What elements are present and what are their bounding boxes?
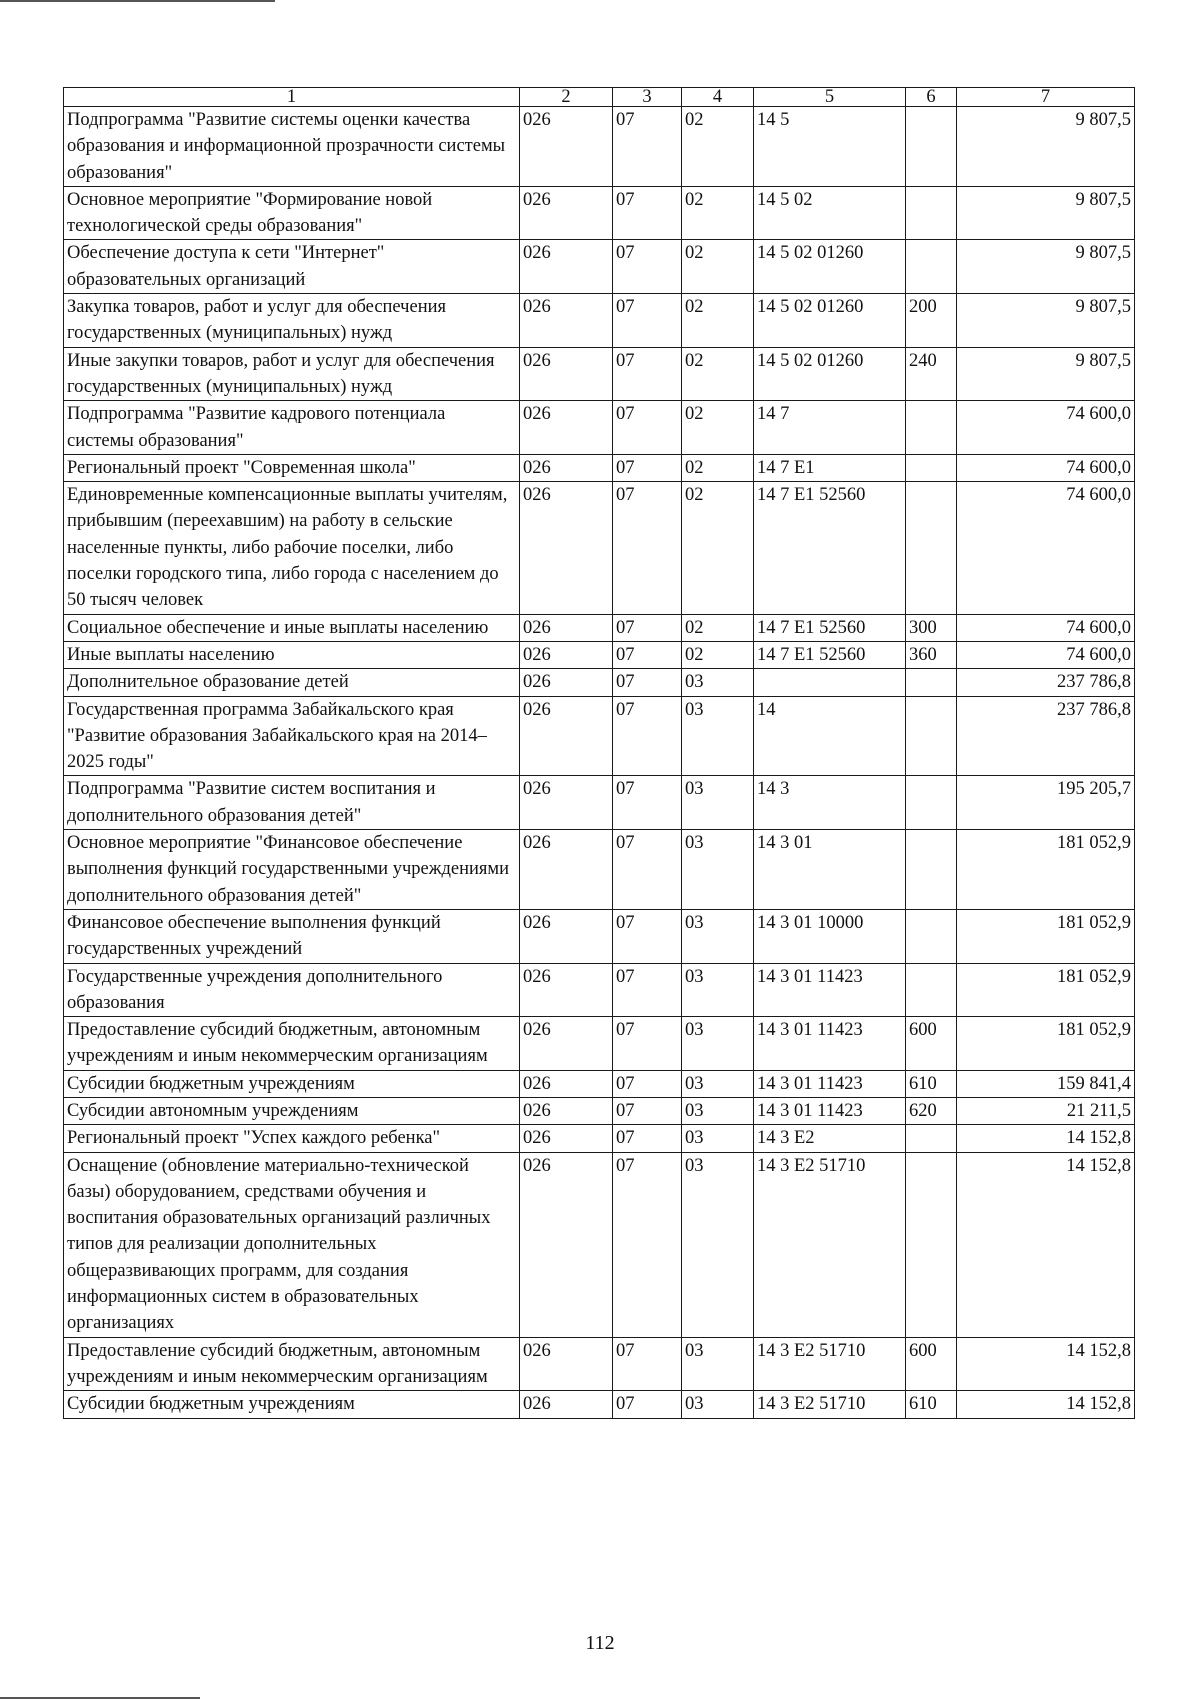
subsection-code-cell: 02 — [682, 347, 754, 401]
ministry-code-cell: 026 — [520, 1152, 613, 1337]
expense-type-cell — [906, 186, 957, 240]
expense-type-cell — [906, 1152, 957, 1337]
column-number: 7 — [957, 88, 1135, 107]
item-name-cell: Государственные учреждения дополнительного образования — [64, 963, 520, 1017]
amount-cell: 9 807,5 — [957, 186, 1135, 240]
page-number: 112 — [585, 1632, 615, 1654]
subsection-code-cell: 03 — [682, 1337, 754, 1391]
table-row — [64, 1337, 1135, 1391]
expense-type-cell: 200 — [906, 294, 957, 348]
table-row — [64, 830, 1135, 910]
subsection-code-cell: 02 — [682, 454, 754, 481]
section-code-cell: 07 — [613, 963, 682, 1017]
target-article-cell: 14 3 E2 51710 — [754, 1337, 906, 1391]
item-name-cell: Дополнительное образование детей — [64, 669, 520, 696]
table-row — [64, 401, 1135, 455]
target-article-cell: 14 3 01 10000 — [754, 909, 906, 963]
section-code-cell: 07 — [613, 614, 682, 641]
column-number: 2 — [520, 88, 613, 107]
target-article-cell: 14 — [754, 696, 906, 776]
amount-cell: 195 205,7 — [957, 776, 1135, 830]
expense-type-cell — [906, 107, 957, 187]
section-code-cell: 07 — [613, 1097, 682, 1124]
ministry-code-cell: 026 — [520, 401, 613, 455]
table-row — [64, 1391, 1135, 1418]
section-code-cell: 07 — [613, 1391, 682, 1418]
item-name-cell: Региональный проект "Успех каждого ребенка" — [64, 1125, 520, 1152]
subsection-code-cell: 02 — [682, 641, 754, 668]
amount-cell: 9 807,5 — [957, 347, 1135, 401]
subsection-code-cell: 02 — [682, 294, 754, 348]
item-name-cell: Подпрограмма "Развитие кадрового потенциала системы образования" — [64, 401, 520, 455]
target-article-cell: 14 5 — [754, 107, 906, 187]
expense-type-cell: 620 — [906, 1097, 957, 1124]
ministry-code-cell: 026 — [520, 1070, 613, 1097]
expense-type-cell — [906, 454, 957, 481]
item-name-cell: Подпрограмма "Развитие системы оценки качества образования и информационной прозрачности системы образования" — [64, 107, 520, 187]
section-code-cell: 07 — [613, 347, 682, 401]
subsection-code-cell: 02 — [682, 107, 754, 187]
section-code-cell: 07 — [613, 696, 682, 776]
expense-type-cell — [906, 909, 957, 963]
table-body — [64, 107, 1135, 1419]
table-row — [64, 1097, 1135, 1124]
ministry-code-cell: 026 — [520, 186, 613, 240]
target-article-cell: 14 7 E1 52560 — [754, 482, 906, 614]
table-row — [64, 963, 1135, 1017]
item-name-cell: Основное мероприятие "Финансовое обеспечение выполнения функций государственными учреждениями дополнительного образования детей" — [64, 830, 520, 910]
target-article-cell: 14 5 02 — [754, 186, 906, 240]
expense-type-cell: 600 — [906, 1337, 957, 1391]
item-name-cell: Основное мероприятие "Формирование новой технологической среды образования" — [64, 186, 520, 240]
amount-cell: 181 052,9 — [957, 909, 1135, 963]
ministry-code-cell: 026 — [520, 1337, 613, 1391]
table-row — [64, 909, 1135, 963]
ministry-code-cell: 026 — [520, 454, 613, 481]
target-article-cell: 14 3 01 11423 — [754, 1017, 906, 1071]
target-article-cell: 14 7 E1 52560 — [754, 614, 906, 641]
column-number: 4 — [682, 88, 754, 107]
ministry-code-cell: 026 — [520, 107, 613, 187]
column-number: 6 — [906, 88, 957, 107]
amount-cell: 14 152,8 — [957, 1152, 1135, 1337]
item-name-cell: Субсидии бюджетным учреждениям — [64, 1391, 520, 1418]
amount-cell: 74 600,0 — [957, 614, 1135, 641]
section-code-cell: 07 — [613, 454, 682, 481]
target-article-cell: 14 3 01 11423 — [754, 1097, 906, 1124]
item-name-cell: Финансовое обеспечение выполнения функций государственных учреждений — [64, 909, 520, 963]
subsection-code-cell: 03 — [682, 1097, 754, 1124]
ministry-code-cell: 026 — [520, 963, 613, 1017]
amount-cell: 14 152,8 — [957, 1337, 1135, 1391]
amount-cell: 159 841,4 — [957, 1070, 1135, 1097]
subsection-code-cell: 03 — [682, 830, 754, 910]
amount-cell: 74 600,0 — [957, 454, 1135, 481]
subsection-code-cell: 02 — [682, 186, 754, 240]
ministry-code-cell: 026 — [520, 482, 613, 614]
target-article-cell: 14 3 E2 51710 — [754, 1391, 906, 1418]
subsection-code-cell: 03 — [682, 669, 754, 696]
expense-type-cell — [906, 669, 957, 696]
target-article-cell: 14 3 E2 — [754, 1125, 906, 1152]
amount-cell: 237 786,8 — [957, 669, 1135, 696]
ministry-code-cell: 026 — [520, 347, 613, 401]
amount-cell: 74 600,0 — [957, 482, 1135, 614]
item-name-cell: Закупка товаров, работ и услуг для обеспечения государственных (муниципальных) нужд — [64, 294, 520, 348]
amount-cell: 181 052,9 — [957, 1017, 1135, 1071]
expense-type-cell: 610 — [906, 1391, 957, 1418]
item-name-cell: Региональный проект "Современная школа" — [64, 454, 520, 481]
ministry-code-cell: 026 — [520, 669, 613, 696]
item-name-cell: Субсидии автономным учреждениям — [64, 1097, 520, 1124]
ministry-code-cell: 026 — [520, 776, 613, 830]
subsection-code-cell: 03 — [682, 776, 754, 830]
item-name-cell: Социальное обеспечение и иные выплаты населению — [64, 614, 520, 641]
subsection-code-cell: 02 — [682, 240, 754, 294]
section-code-cell: 07 — [613, 107, 682, 187]
section-code-cell: 07 — [613, 909, 682, 963]
section-code-cell: 07 — [613, 1337, 682, 1391]
expense-type-cell — [906, 240, 957, 294]
section-code-cell: 07 — [613, 641, 682, 668]
subsection-code-cell: 03 — [682, 1070, 754, 1097]
subsection-code-cell: 03 — [682, 1391, 754, 1418]
section-code-cell: 07 — [613, 1017, 682, 1071]
target-article-cell: 14 3 — [754, 776, 906, 830]
table-row — [64, 294, 1135, 348]
column-number: 3 — [613, 88, 682, 107]
amount-cell: 21 211,5 — [957, 1097, 1135, 1124]
table-row — [64, 482, 1135, 614]
ministry-code-cell: 026 — [520, 696, 613, 776]
ministry-code-cell: 026 — [520, 1017, 613, 1071]
column-number: 1 — [64, 88, 520, 107]
expense-type-cell — [906, 776, 957, 830]
budget-table — [63, 87, 1135, 1419]
expense-type-cell: 360 — [906, 641, 957, 668]
ministry-code-cell: 026 — [520, 614, 613, 641]
scan-edge-line — [0, 0, 275, 2]
subsection-code-cell: 02 — [682, 401, 754, 455]
table-row — [64, 669, 1135, 696]
table-row — [64, 776, 1135, 830]
table-row — [64, 454, 1135, 481]
expense-type-cell: 240 — [906, 347, 957, 401]
item-name-cell: Обеспечение доступа к сети "Интернет" образовательных организаций — [64, 240, 520, 294]
table-row — [64, 240, 1135, 294]
target-article-cell: 14 5 02 01260 — [754, 347, 906, 401]
section-code-cell: 07 — [613, 186, 682, 240]
table-row — [64, 1152, 1135, 1337]
item-name-cell: Оснащение (обновление материально-технической базы) оборудованием, средствами обучения и воспитания образовательных организаций различных типов для реализации дополнительных общеразвивающих программ, для создания информационных систем в образовательных организациях — [64, 1152, 520, 1337]
section-code-cell: 07 — [613, 776, 682, 830]
target-article-cell: 14 3 01 11423 — [754, 1070, 906, 1097]
amount-cell: 74 600,0 — [957, 641, 1135, 668]
target-article-cell: 14 7 — [754, 401, 906, 455]
target-article-cell: 14 3 01 — [754, 830, 906, 910]
amount-cell: 14 152,8 — [957, 1391, 1135, 1418]
ministry-code-cell: 026 — [520, 641, 613, 668]
ministry-code-cell: 026 — [520, 909, 613, 963]
amount-cell: 237 786,8 — [957, 696, 1135, 776]
section-code-cell: 07 — [613, 294, 682, 348]
section-code-cell: 07 — [613, 1125, 682, 1152]
expense-type-cell — [906, 696, 957, 776]
subsection-code-cell: 03 — [682, 1017, 754, 1071]
column-number-row — [64, 88, 1135, 107]
table-row — [64, 186, 1135, 240]
item-name-cell: Предоставление субсидий бюджетным, автономным учреждениям и иным некоммерческим организациям — [64, 1337, 520, 1391]
subsection-code-cell: 03 — [682, 1125, 754, 1152]
table-row — [64, 1070, 1135, 1097]
expense-type-cell — [906, 482, 957, 614]
amount-cell: 74 600,0 — [957, 401, 1135, 455]
ministry-code-cell: 026 — [520, 294, 613, 348]
expense-type-cell — [906, 401, 957, 455]
subsection-code-cell: 02 — [682, 482, 754, 614]
item-name-cell: Подпрограмма "Развитие систем воспитания и дополнительного образования детей" — [64, 776, 520, 830]
subsection-code-cell: 03 — [682, 963, 754, 1017]
section-code-cell: 07 — [613, 401, 682, 455]
subsection-code-cell: 03 — [682, 909, 754, 963]
amount-cell: 181 052,9 — [957, 830, 1135, 910]
expense-type-cell — [906, 1125, 957, 1152]
table-row — [64, 107, 1135, 187]
item-name-cell: Иные выплаты населению — [64, 641, 520, 668]
amount-cell: 181 052,9 — [957, 963, 1135, 1017]
target-article-cell: 14 5 02 01260 — [754, 240, 906, 294]
target-article-cell: 14 7 E1 52560 — [754, 641, 906, 668]
item-name-cell: Единовременные компенсационные выплаты учителям, прибывшим (переехавшим) на работу в сельские населенные пункты, либо рабочие поселки, либо поселки городского типа, либо города с населением до 50 тысяч человек — [64, 482, 520, 614]
expense-type-cell: 600 — [906, 1017, 957, 1071]
target-article-cell: 14 3 E2 51710 — [754, 1152, 906, 1337]
expense-type-cell: 610 — [906, 1070, 957, 1097]
amount-cell: 9 807,5 — [957, 107, 1135, 187]
section-code-cell: 07 — [613, 482, 682, 614]
scan-edge-line — [0, 1697, 200, 1699]
ministry-code-cell: 026 — [520, 1125, 613, 1152]
subsection-code-cell: 03 — [682, 1152, 754, 1337]
table-row — [64, 347, 1135, 401]
item-name-cell: Иные закупки товаров, работ и услуг для обеспечения государственных (муниципальных) нужд — [64, 347, 520, 401]
ministry-code-cell: 026 — [520, 1097, 613, 1124]
table-row — [64, 696, 1135, 776]
expense-type-cell — [906, 963, 957, 1017]
table-row — [64, 614, 1135, 641]
section-code-cell: 07 — [613, 1070, 682, 1097]
expense-type-cell — [906, 830, 957, 910]
amount-cell: 14 152,8 — [957, 1125, 1135, 1152]
column-number: 5 — [754, 88, 906, 107]
item-name-cell: Субсидии бюджетным учреждениям — [64, 1070, 520, 1097]
item-name-cell: Предоставление субсидий бюджетным, автономным учреждениям и иным некоммерческим организациям — [64, 1017, 520, 1071]
target-article-cell — [754, 669, 906, 696]
section-code-cell: 07 — [613, 830, 682, 910]
subsection-code-cell: 03 — [682, 696, 754, 776]
table-row — [64, 1017, 1135, 1071]
section-code-cell: 07 — [613, 1152, 682, 1337]
amount-cell: 9 807,5 — [957, 240, 1135, 294]
table-row — [64, 641, 1135, 668]
ministry-code-cell: 026 — [520, 1391, 613, 1418]
table-row — [64, 1125, 1135, 1152]
section-code-cell: 07 — [613, 669, 682, 696]
target-article-cell: 14 5 02 01260 — [754, 294, 906, 348]
amount-cell: 9 807,5 — [957, 294, 1135, 348]
expense-type-cell: 300 — [906, 614, 957, 641]
target-article-cell: 14 3 01 11423 — [754, 963, 906, 1017]
ministry-code-cell: 026 — [520, 240, 613, 294]
item-name-cell: Государственная программа Забайкальского края "Развитие образования Забайкальского края на 2014–2025 годы" — [64, 696, 520, 776]
target-article-cell: 14 7 E1 — [754, 454, 906, 481]
subsection-code-cell: 02 — [682, 614, 754, 641]
ministry-code-cell: 026 — [520, 830, 613, 910]
section-code-cell: 07 — [613, 240, 682, 294]
